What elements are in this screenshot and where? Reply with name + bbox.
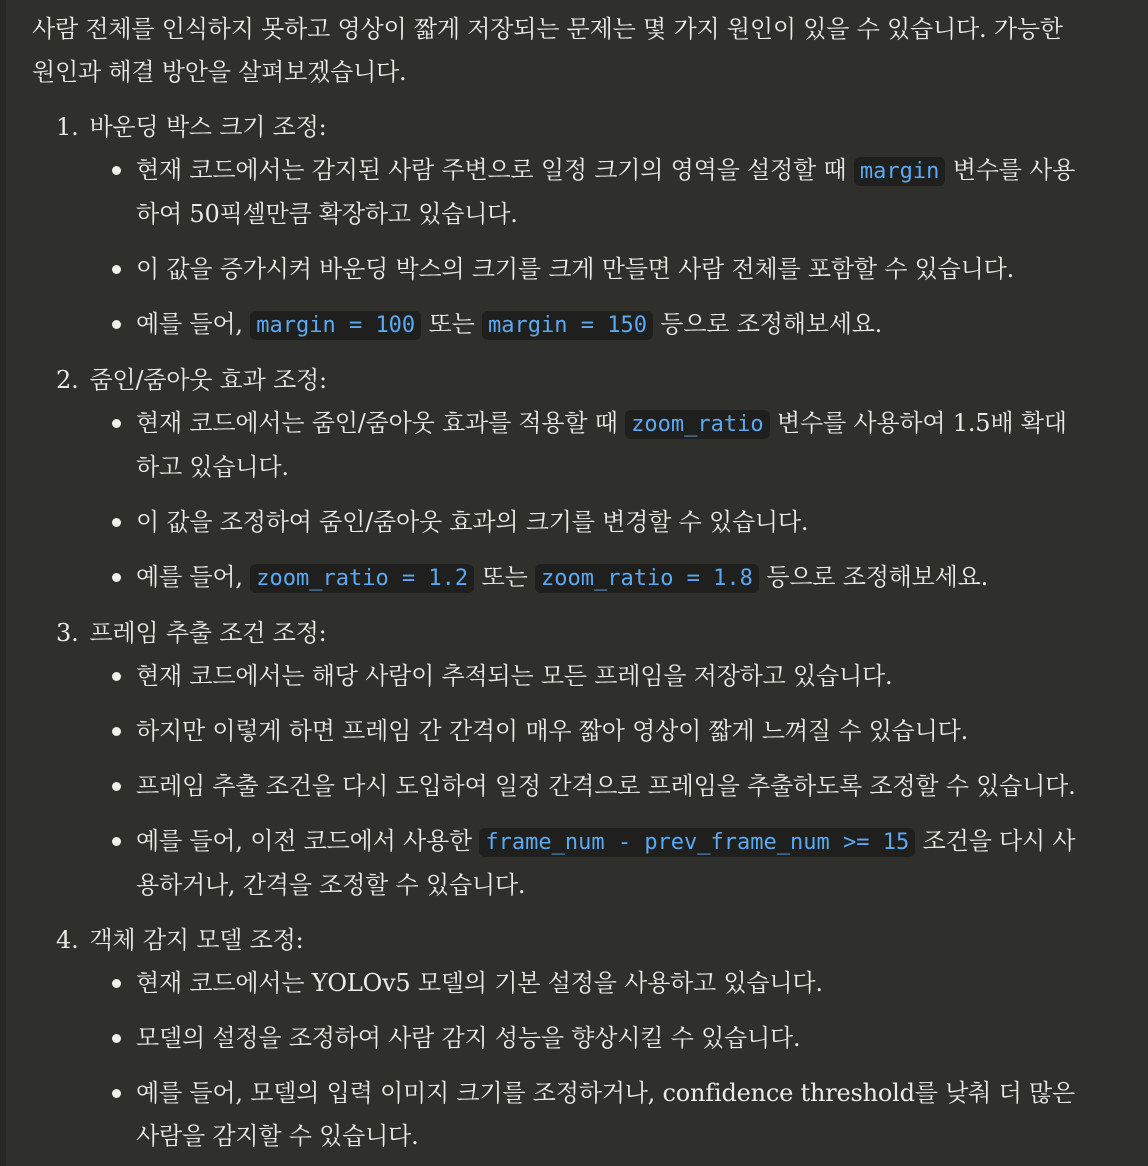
list-item: 현재 코드에서는 감지된 사람 주변으로 일정 크기의 영역을 설정할 때 margin 변수를 사용하여 50픽셀만큼 확장하고 있습니다.	[136, 149, 1088, 236]
intro-paragraph: 사람 전체를 인식하지 못하고 영상이 짧게 저장되는 문제는 몇 가지 원인이 있을 수 있습니다. 가능한 원인과 해결 방안을 살펴보겠습니다.	[32, 15, 1063, 86]
list-item: 예를 들어, 이전 코드에서 사용한 frame_num - prev_frame_num >= 15 조건을 다시 사용하거나, 간격을 조정할 수 있습니다.	[136, 820, 1088, 907]
bullet-dot-icon	[112, 573, 121, 582]
bullet-dot-icon	[112, 837, 121, 846]
list-item: 이 값을 증가시켜 바운딩 박스의 크기를 크게 만들면 사람 전체를 포함할 수 있습니다.	[136, 248, 1088, 291]
bullet-dot-icon	[112, 518, 121, 527]
bullet-dot-icon	[112, 979, 121, 988]
section-heading	[56, 106, 1088, 149]
section-number: 4.	[56, 926, 79, 954]
list-item: 현재 코드에서는 해당 사람이 추적되는 모든 프레임을 저장하고 있습니다.	[136, 655, 1088, 698]
section-heading	[56, 612, 1088, 655]
inline-code: zoom_ratio = 1.8	[535, 564, 759, 593]
bullet-dot-icon	[112, 419, 121, 428]
bullet-list	[32, 655, 1088, 907]
section-title: 프레임 추출 조건 조정:	[89, 619, 327, 647]
list-item: 프레임 추출 조건을 다시 도입하여 일정 간격으로 프레임을 추출하도록 조정할 수 있습니다.	[136, 765, 1088, 808]
bullet-dot-icon	[112, 320, 121, 329]
panel-edge	[0, 0, 6, 1166]
bullet-dot-icon	[112, 1034, 121, 1043]
bullet-list	[32, 402, 1088, 600]
bullet-list	[32, 962, 1088, 1158]
bullet-dot-icon	[112, 727, 121, 736]
inline-code: frame_num - prev_frame_num >= 15	[479, 828, 915, 857]
list-item: 예를 들어, margin = 100 또는 margin = 150 등으로 조정해보세요.	[136, 303, 1088, 347]
bullet-dot-icon	[112, 166, 121, 175]
section-number: 1.	[56, 113, 79, 141]
solution-list	[32, 106, 1088, 1158]
section-number: 3.	[56, 619, 79, 647]
bullet-dot-icon	[112, 782, 121, 791]
bullet-dot-icon	[112, 1089, 121, 1098]
list-item: 예를 들어, zoom_ratio = 1.2 또는 zoom_ratio = 1.8 등으로 조정해보세요.	[136, 556, 1088, 600]
bullet-dot-icon	[112, 672, 121, 681]
inline-code: margin	[854, 157, 945, 186]
section-frame-extraction	[32, 612, 1088, 907]
list-item: 모델의 설정을 조정하여 사람 감지 성능을 향상시킬 수 있습니다.	[136, 1017, 1088, 1060]
list-item: 하지만 이렇게 하면 프레임 간 간격이 매우 짧아 영상이 짧게 느껴질 수 있습니다.	[136, 710, 1088, 753]
section-title: 객체 감지 모델 조정:	[89, 926, 304, 954]
section-title: 바운딩 박스 크기 조정:	[89, 113, 327, 141]
list-item: 예를 들어, 모델의 입력 이미지 크기를 조정하거나, confidence threshold를 낮춰 더 많은 사람을 감지할 수 있습니다.	[136, 1072, 1088, 1158]
list-item: 현재 코드에서는 YOLOv5 모델의 기본 설정을 사용하고 있습니다.	[136, 962, 1088, 1005]
section-heading	[56, 359, 1088, 402]
section-title: 줌인/줌아웃 효과 조정:	[89, 366, 327, 394]
bullet-dot-icon	[112, 265, 121, 274]
list-item: 이 값을 조정하여 줌인/줌아웃 효과의 크기를 변경할 수 있습니다.	[136, 501, 1088, 544]
inline-code: margin = 100	[250, 311, 421, 340]
section-heading	[56, 919, 1088, 962]
section-detection-model	[32, 919, 1088, 1158]
section-zoom	[32, 359, 1088, 600]
list-item: 현재 코드에서는 줌인/줌아웃 효과를 적용할 때 zoom_ratio 변수를 사용하여 1.5배 확대하고 있습니다.	[136, 402, 1088, 489]
inline-code: margin = 150	[482, 311, 653, 340]
section-number: 2.	[56, 366, 79, 394]
inline-code: zoom_ratio = 1.2	[250, 564, 474, 593]
section-bounding-box	[32, 106, 1088, 347]
inline-code: zoom_ratio	[625, 410, 769, 439]
bullet-list	[32, 149, 1088, 347]
